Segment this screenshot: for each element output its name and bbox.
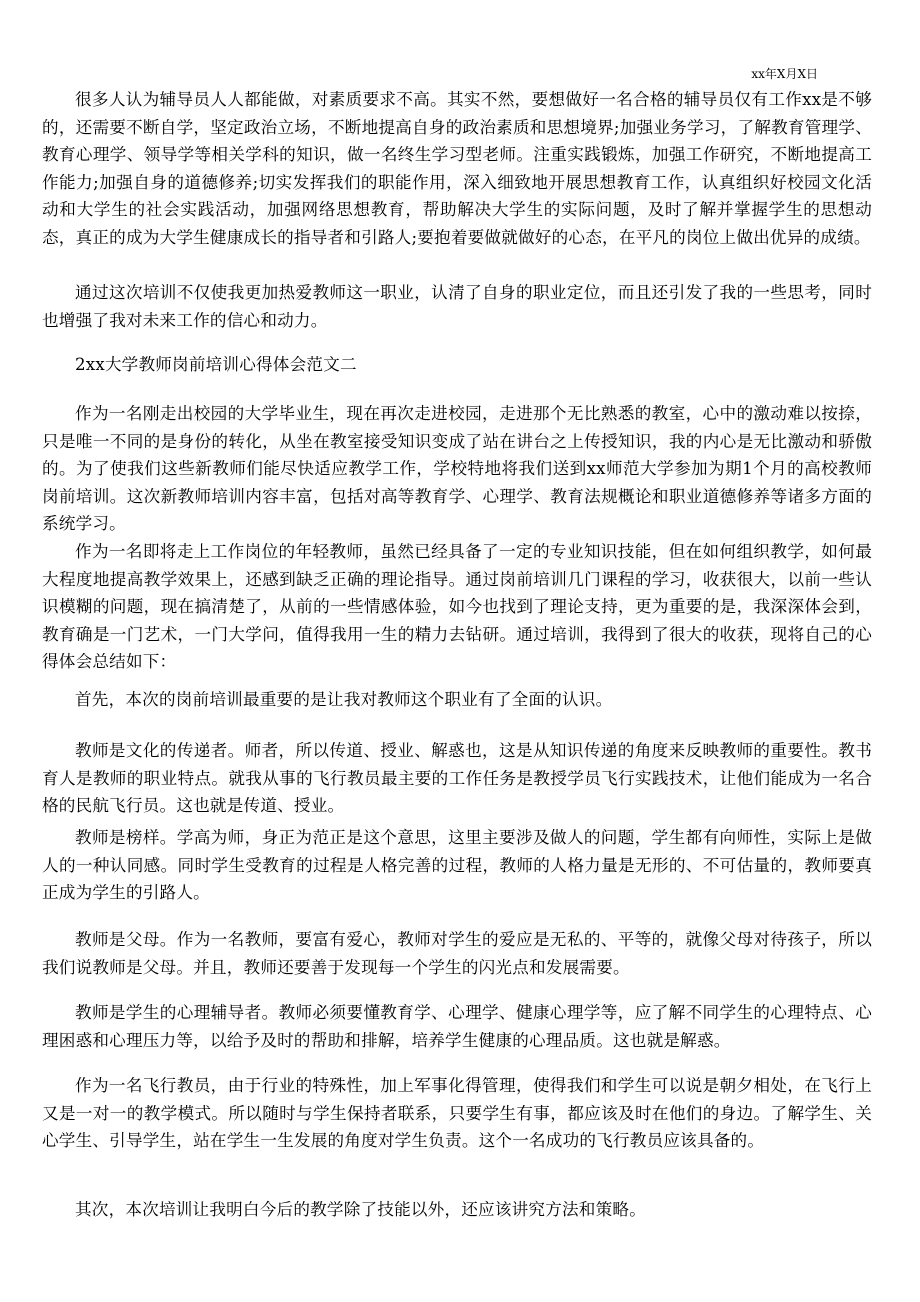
- paragraph-first-point: 首先，本次的岗前培训最重要的是让我对教师这个职业有了全面的认识。: [75, 690, 613, 709]
- paragraph-teacher-counselor: 教师是学生的心理辅导者。教师必须要懂教育学、心理学、健康心理学等，应了解不同学生的心理特点、心理困惑和心理压力等，以给予及时的帮助和排解，培养学生健康的心理品质。这也就是解惑。: [42, 1003, 872, 1050]
- paragraph-teacher-transmitter: 教师是文化的传递者。师者，所以传道、授业、解惑也，这是从知识传递的角度来反映教师的重要性。教书育人是教师的职业特点。就我从事的飞行教员最主要的工作任务是教授学员飞行实践技术，让他们能成为一名合格的民航飞行员。这也就是传道、授业。: [42, 741, 872, 816]
- paragraph-teacher-parent: 教师是父母。作为一名教师，要富有爱心，教师对学生的爱应是无私的、平等的，就像父母对待孩子，所以我们说教师是父母。并且，教师还要善于发现每一个学生的闪光点和发展需要。: [42, 930, 872, 977]
- section-heading: 2xx大学教师岗前培训心得体会范文二: [75, 355, 357, 374]
- paragraph-training-summary: 通过这次培训不仅使我更加热爱教师这一职业，认清了自身的职业定位，而且还引发了我的一些思考，同时也增强了我对未来工作的信心和动力。: [42, 283, 872, 330]
- paragraph-new-graduate: 作为一名刚走出校园的大学毕业生，现在再次走进校园，走进那个无比熟悉的教室，心中的激动难以按捺，只是唯一不同的是身份的转化，从坐在教室接受知识变成了站在讲台之上传授知识，我的内心是无比激动和骄傲的。为了使我们这些新教师们能尽快适应教学工作，学校特地将我们送到xx师范大学参加为期1个月的高校教师岗前培训。这次新教师培训内容丰富，包括对高等教育学、心理学、教育法规概论和职业道德修养等诸多方面的系统学习。: [42, 404, 872, 534]
- paragraph-teacher-role-model: 教师是榜样。学高为师，身正为范正是这个意思，这里主要涉及做人的问题，学生都有向师性，实际上是做人的一种认同感。同时学生受教育的过程是人格完善的过程，教师的人格力量是无形的、不可估量的，教师要真正成为学生的引路人。: [42, 828, 872, 903]
- paragraph-second-point: 其次，本次培训让我明白今后的教学除了技能以外，还应该讲究方法和策略。: [75, 1200, 646, 1219]
- paragraph-flight-instructor: 作为一名飞行教员，由于行业的特殊性，加上军事化得管理，使得我们和学生可以说是朝夕相处，在飞行上又是一对一的教学模式。所以随时与学生保持者联系，只要学生有事，都应该及时在他们的身边。了解学生、关心学生、引导学生，站在学生一生发展的角度对学生负责。这个一名成功的飞行教员应该具备的。: [42, 1076, 872, 1151]
- paragraph-young-teacher: 作为一名即将走上工作岗位的年轻教师，虽然已经具备了一定的专业知识技能，但在如何组织教学，如何最大程度地提高教学效果上，还感到缺乏正确的理论指导。通过岗前培训几门课程的学习，收获很大，以前一些认识模糊的问题，现在搞清楚了，从前的一些情感体验，如今也找到了理论支持，更为重要的是，我深深体会到，教育确是一门艺术，一门大学问，值得我用一生的精力去钻研。通过培训，我得到了很大的收获，现将自己的心得体会总结如下：: [42, 542, 872, 672]
- document-date: xx年X月X日: [751, 67, 818, 81]
- paragraph-counselor-quality: 很多人认为辅导员人人都能做，对素质要求不高。其实不然，要想做好一名合格的辅导员仅有工作xx是不够的，还需要不断自学，坚定政治立场，不断地提高自身的政治素质和思想境界;加强业务学习，了解教育管理学、教育心理学、领导学等相关学科的知识，做一名终生学习型老师。注重实践锻炼，加强工作研究，不断地提高工作能力;加强自身的道德修养;切实发挥我们的职能作用，深入细致地开展思想教育工作，认真组织好校园文化活动和大学生的社会实践活动，加强网络思想教育，帮助解决大学生的实际问题，及时了解并掌握学生的思想动态，真正的成为大学生健康成长的指导者和引路人;要抱着要做就做好的心态，在平凡的岗位上做出优异的成绩。: [42, 90, 872, 247]
